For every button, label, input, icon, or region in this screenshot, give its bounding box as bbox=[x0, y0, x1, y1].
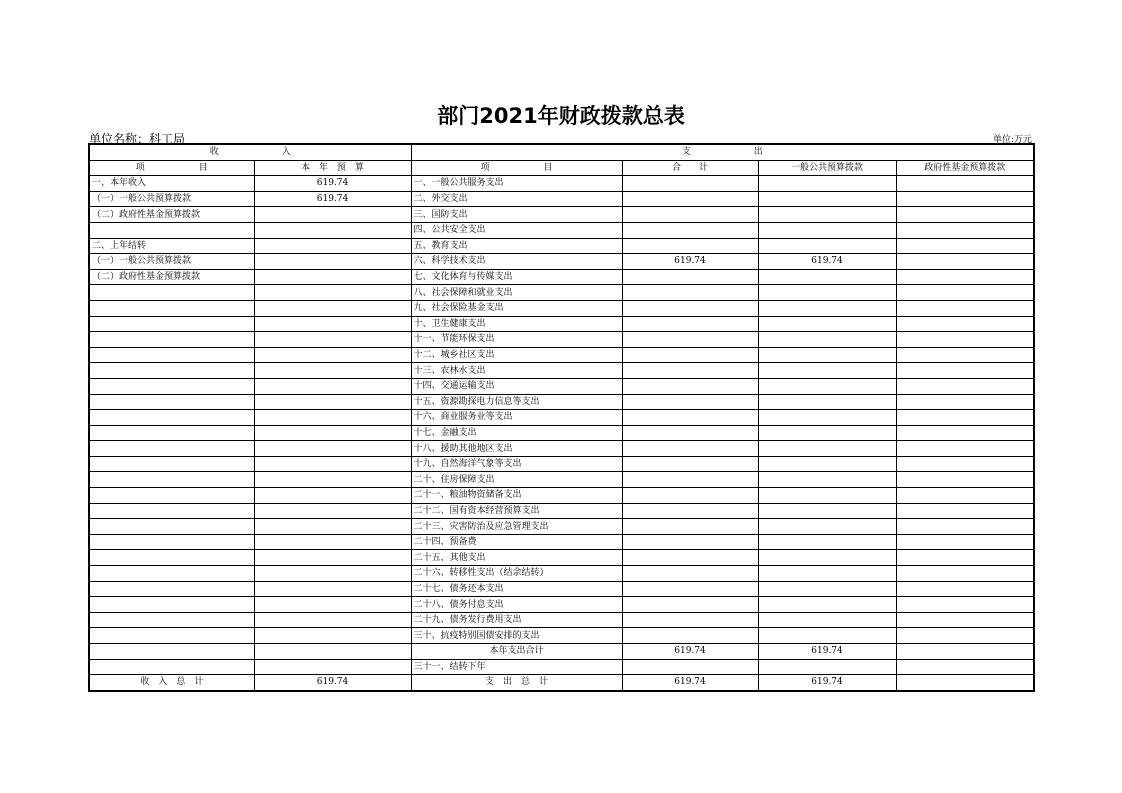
expense-fund-cell bbox=[896, 581, 1034, 597]
income-value-cell bbox=[254, 332, 411, 348]
expense-fund-cell bbox=[896, 332, 1034, 348]
expense-item-cell: 五、教育支出 bbox=[411, 238, 622, 254]
expense-general-cell bbox=[758, 300, 896, 316]
expense-general-cell bbox=[758, 659, 896, 675]
expense-general-cell bbox=[758, 628, 896, 644]
total-header: 合 计 bbox=[622, 160, 758, 176]
expense-item-cell: 四、公共安全支出 bbox=[411, 222, 622, 238]
expense-total-cell bbox=[622, 332, 758, 348]
table-row bbox=[89, 238, 1034, 254]
table-row bbox=[89, 347, 1034, 363]
income-value-cell bbox=[254, 581, 411, 597]
income-item-cell: （一）一般公共预算拨款 bbox=[89, 191, 254, 207]
income-value-cell bbox=[254, 441, 411, 457]
expense-fund-cell bbox=[896, 534, 1034, 550]
income-item-cell bbox=[89, 316, 254, 332]
table-row bbox=[89, 254, 1034, 270]
expense-general-cell bbox=[758, 597, 896, 613]
income-item-cell bbox=[89, 644, 254, 660]
table-row bbox=[89, 597, 1034, 613]
table-row bbox=[89, 207, 1034, 223]
table-row bbox=[89, 285, 1034, 301]
expense-item-cell: 十八、援助其他地区支出 bbox=[411, 441, 622, 457]
expense-total-cell bbox=[622, 612, 758, 628]
expense-item-cell: 九、社会保险基金支出 bbox=[411, 300, 622, 316]
expense-fund-cell bbox=[896, 410, 1034, 426]
expense-general-cell bbox=[758, 222, 896, 238]
expense-total-cell bbox=[622, 566, 758, 582]
table-row bbox=[89, 300, 1034, 316]
expense-item-header: 项 目 bbox=[411, 160, 622, 176]
income-item-cell bbox=[89, 519, 254, 535]
expense-total-cell bbox=[622, 207, 758, 223]
income-value-cell bbox=[254, 363, 411, 379]
expense-total-cell bbox=[622, 238, 758, 254]
income-value-cell bbox=[254, 659, 411, 675]
income-value-cell bbox=[254, 269, 411, 285]
expense-general-cell bbox=[758, 207, 896, 223]
expense-item-cell: 十三、农林水支出 bbox=[411, 363, 622, 379]
expense-item-cell: 十九、自然海洋气象等支出 bbox=[411, 456, 622, 472]
table-row bbox=[89, 425, 1034, 441]
income-item-cell bbox=[89, 347, 254, 363]
income-value-cell bbox=[254, 425, 411, 441]
income-total-value: 619.74 bbox=[254, 675, 411, 691]
table-row bbox=[89, 363, 1034, 379]
income-item-cell bbox=[89, 659, 254, 675]
income-item-header: 项 目 bbox=[89, 160, 254, 176]
expense-total-cell: 619.74 bbox=[622, 254, 758, 270]
income-value-cell bbox=[254, 628, 411, 644]
table-row bbox=[89, 378, 1034, 394]
expense-item-cell: 二十三、灾害防治及应急管理支出 bbox=[411, 519, 622, 535]
table-row bbox=[89, 519, 1034, 535]
income-value-cell bbox=[254, 207, 411, 223]
expense-total-cell bbox=[622, 534, 758, 550]
table-row bbox=[89, 191, 1034, 207]
income-value-cell bbox=[254, 566, 411, 582]
table-row bbox=[89, 176, 1034, 192]
income-value-cell bbox=[254, 300, 411, 316]
income-value-cell bbox=[254, 612, 411, 628]
income-value-cell bbox=[254, 503, 411, 519]
expense-general-cell bbox=[758, 363, 896, 379]
income-item-cell bbox=[89, 628, 254, 644]
expense-item-cell: 二十二、国有资本经营预算支出 bbox=[411, 503, 622, 519]
expense-fund-cell bbox=[896, 378, 1034, 394]
table-row bbox=[89, 628, 1034, 644]
expense-total-cell bbox=[622, 550, 758, 566]
income-value-cell bbox=[254, 472, 411, 488]
expense-item-cell: 十一、节能环保支出 bbox=[411, 332, 622, 348]
expense-fund-cell bbox=[896, 191, 1034, 207]
income-item-cell bbox=[89, 472, 254, 488]
income-value-cell bbox=[254, 254, 411, 270]
expense-total-cell bbox=[622, 581, 758, 597]
table-row bbox=[89, 612, 1034, 628]
expense-item-cell: 本年支出合计 bbox=[411, 644, 622, 660]
income-value-cell bbox=[254, 550, 411, 566]
expense-item-cell: 三十、抗疫特别国债安排的支出 bbox=[411, 628, 622, 644]
table-row bbox=[89, 534, 1034, 550]
expense-general-cell bbox=[758, 503, 896, 519]
expense-fund-cell bbox=[896, 488, 1034, 504]
expense-fund-cell bbox=[896, 628, 1034, 644]
expense-item-cell: 二十九、债务发行费用支出 bbox=[411, 612, 622, 628]
expense-item-cell: 十七、金融支出 bbox=[411, 425, 622, 441]
expense-total-cell: 619.74 bbox=[622, 644, 758, 660]
expense-general-cell bbox=[758, 378, 896, 394]
expense-fund-cell bbox=[896, 300, 1034, 316]
expense-general-cell bbox=[758, 566, 896, 582]
income-item-cell: 二、上年结转 bbox=[89, 238, 254, 254]
income-value-cell bbox=[254, 456, 411, 472]
expense-fund-cell bbox=[896, 472, 1034, 488]
income-value-cell bbox=[254, 316, 411, 332]
expense-item-cell: 二十七、债务还本支出 bbox=[411, 581, 622, 597]
expense-fund-cell bbox=[896, 254, 1034, 270]
income-item-cell bbox=[89, 300, 254, 316]
expense-item-cell: 十二、城乡社区支出 bbox=[411, 347, 622, 363]
expense-general-cell bbox=[758, 519, 896, 535]
expense-general-cell bbox=[758, 488, 896, 504]
expense-item-cell: 二十一、粮油物资储备支出 bbox=[411, 488, 622, 504]
expense-total-cell bbox=[622, 628, 758, 644]
income-item-cell bbox=[89, 394, 254, 410]
expense-fund-cell bbox=[896, 550, 1034, 566]
income-item-cell: 一、本年收入 bbox=[89, 176, 254, 192]
income-item-cell bbox=[89, 332, 254, 348]
expense-total-cell bbox=[622, 378, 758, 394]
table-row bbox=[89, 550, 1034, 566]
income-item-cell bbox=[89, 534, 254, 550]
expense-general-cell bbox=[758, 238, 896, 254]
expense-general-cell bbox=[758, 285, 896, 301]
income-item-cell bbox=[89, 550, 254, 566]
income-value-cell bbox=[254, 488, 411, 504]
table-row bbox=[89, 581, 1034, 597]
expense-total-cell bbox=[622, 191, 758, 207]
expense-total-cell bbox=[622, 410, 758, 426]
income-item-cell bbox=[89, 612, 254, 628]
income-item-cell: （二）政府性基金预算拨款 bbox=[89, 207, 254, 223]
expense-fund-cell bbox=[896, 394, 1034, 410]
income-value-cell bbox=[254, 394, 411, 410]
expense-general-cell bbox=[758, 550, 896, 566]
expense-item-cell: 十四、交通运输支出 bbox=[411, 378, 622, 394]
expense-fund-cell bbox=[896, 612, 1034, 628]
page-title: 部门2021年财政拨款总表 bbox=[437, 104, 685, 128]
expense-general-cell bbox=[758, 191, 896, 207]
expense-fund-cell bbox=[896, 285, 1034, 301]
expense-general-cell bbox=[758, 472, 896, 488]
table-row bbox=[89, 269, 1034, 285]
income-value-cell bbox=[254, 519, 411, 535]
expense-general-cell bbox=[758, 347, 896, 363]
expense-item-cell: 二十八、债务付息支出 bbox=[411, 597, 622, 613]
expense-fund-cell bbox=[896, 222, 1034, 238]
income-item-cell bbox=[89, 566, 254, 582]
income-item-cell bbox=[89, 581, 254, 597]
unit-label: 单位:万元 bbox=[992, 135, 1032, 145]
expense-item-cell: 六、科学技术支出 bbox=[411, 254, 622, 270]
expense-total-cell bbox=[622, 441, 758, 457]
expense-fund-total bbox=[896, 675, 1034, 691]
expense-item-cell: 三、国防支出 bbox=[411, 207, 622, 223]
expense-total-cell bbox=[622, 472, 758, 488]
expense-total-cell bbox=[622, 425, 758, 441]
expense-total-cell bbox=[622, 503, 758, 519]
expense-general-cell bbox=[758, 425, 896, 441]
income-item-cell bbox=[89, 363, 254, 379]
expense-total-cell bbox=[622, 269, 758, 285]
expense-total-cell bbox=[622, 285, 758, 301]
expense-general-total: 619.74 bbox=[758, 675, 896, 691]
expense-fund-cell bbox=[896, 176, 1034, 192]
table-row bbox=[89, 441, 1034, 457]
table-row bbox=[89, 456, 1034, 472]
expense-general-cell bbox=[758, 269, 896, 285]
table-row bbox=[89, 316, 1034, 332]
income-value-cell bbox=[254, 597, 411, 613]
expense-item-cell: 一、一般公共服务支出 bbox=[411, 176, 622, 192]
expense-fund-cell bbox=[896, 425, 1034, 441]
expense-item-cell: 十五、资源勘探电力信息等支出 bbox=[411, 394, 622, 410]
table-row bbox=[89, 332, 1034, 348]
fund-budget-header: 政府性基金预算拨款 bbox=[896, 160, 1034, 176]
income-item-cell bbox=[89, 597, 254, 613]
expense-fund-cell bbox=[896, 644, 1034, 660]
expense-item-cell: 八、社会保障和就业支出 bbox=[411, 285, 622, 301]
income-item-cell bbox=[89, 503, 254, 519]
income-item-cell bbox=[89, 378, 254, 394]
income-item-cell bbox=[89, 410, 254, 426]
expense-total-cell bbox=[622, 394, 758, 410]
table-row bbox=[89, 394, 1034, 410]
expense-total-cell bbox=[622, 597, 758, 613]
expense-item-cell: 三十一、结转下年 bbox=[411, 659, 622, 675]
income-total-label: 收 入 总 计 bbox=[89, 675, 254, 691]
table-row bbox=[89, 222, 1034, 238]
expense-fund-cell bbox=[896, 659, 1034, 675]
expense-general-cell: 619.74 bbox=[758, 644, 896, 660]
current-budget-header: 本 年 预 算 bbox=[254, 160, 411, 176]
expense-fund-cell bbox=[896, 347, 1034, 363]
expense-total-value: 619.74 bbox=[622, 675, 758, 691]
expense-header: 支 出 bbox=[411, 144, 1034, 160]
expense-item-cell: 二十四、预备费 bbox=[411, 534, 622, 550]
expense-fund-cell bbox=[896, 316, 1034, 332]
table-row bbox=[89, 488, 1034, 504]
expense-item-cell: 十、卫生健康支出 bbox=[411, 316, 622, 332]
income-item-cell bbox=[89, 441, 254, 457]
expense-item-cell: 二、外交支出 bbox=[411, 191, 622, 207]
unit-name: 单位名称：科工局 bbox=[89, 132, 186, 146]
income-header: 收 入 bbox=[89, 144, 411, 160]
expense-general-cell bbox=[758, 456, 896, 472]
income-value-cell bbox=[254, 347, 411, 363]
income-item-cell bbox=[89, 456, 254, 472]
expense-fund-cell bbox=[896, 269, 1034, 285]
table-row bbox=[89, 410, 1034, 426]
expense-total-cell bbox=[622, 300, 758, 316]
expense-general-cell bbox=[758, 394, 896, 410]
expense-general-cell bbox=[758, 612, 896, 628]
expense-fund-cell bbox=[896, 503, 1034, 519]
expense-fund-cell bbox=[896, 441, 1034, 457]
expense-fund-cell bbox=[896, 597, 1034, 613]
income-value-cell bbox=[254, 644, 411, 660]
income-value-cell bbox=[254, 410, 411, 426]
expense-total-cell bbox=[622, 347, 758, 363]
expense-item-cell: 二十六、转移性支出（结余结转） bbox=[411, 566, 622, 582]
expense-total-cell bbox=[622, 222, 758, 238]
income-value-cell bbox=[254, 238, 411, 254]
income-item-cell bbox=[89, 425, 254, 441]
income-item-cell bbox=[89, 222, 254, 238]
expense-total-label: 支 出 总 计 bbox=[411, 675, 622, 691]
expense-total-cell bbox=[622, 176, 758, 192]
income-value-cell bbox=[254, 378, 411, 394]
income-value-cell: 619.74 bbox=[254, 191, 411, 207]
income-value-cell bbox=[254, 222, 411, 238]
expense-fund-cell bbox=[896, 238, 1034, 254]
general-budget-header: 一般公共预算拨款 bbox=[758, 160, 896, 176]
finance-table bbox=[88, 143, 1035, 692]
income-item-cell: （二）政府性基金预算拨款 bbox=[89, 269, 254, 285]
expense-total-cell bbox=[622, 659, 758, 675]
expense-total-cell bbox=[622, 456, 758, 472]
table-row bbox=[89, 472, 1034, 488]
table-row bbox=[89, 503, 1034, 519]
expense-total-cell bbox=[622, 363, 758, 379]
income-item-cell bbox=[89, 285, 254, 301]
totals-row bbox=[89, 675, 1034, 691]
expense-total-cell bbox=[622, 519, 758, 535]
expense-item-cell: 二十五、其他支出 bbox=[411, 550, 622, 566]
expense-item-cell: 十六、商业服务业等支出 bbox=[411, 410, 622, 426]
expense-item-cell: 二十、住房保障支出 bbox=[411, 472, 622, 488]
expense-general-cell bbox=[758, 316, 896, 332]
expense-fund-cell bbox=[896, 519, 1034, 535]
income-value-cell: 619.74 bbox=[254, 176, 411, 192]
expense-fund-cell bbox=[896, 456, 1034, 472]
expense-fund-cell bbox=[896, 363, 1034, 379]
expense-general-cell bbox=[758, 534, 896, 550]
expense-general-cell bbox=[758, 332, 896, 348]
income-value-cell bbox=[254, 285, 411, 301]
table-row bbox=[89, 659, 1034, 675]
expense-general-cell bbox=[758, 441, 896, 457]
expense-general-cell bbox=[758, 581, 896, 597]
expense-total-cell bbox=[622, 316, 758, 332]
expense-fund-cell bbox=[896, 566, 1034, 582]
expense-general-cell bbox=[758, 176, 896, 192]
expense-fund-cell bbox=[896, 207, 1034, 223]
income-value-cell bbox=[254, 534, 411, 550]
expense-item-cell: 七、文化体育与传媒支出 bbox=[411, 269, 622, 285]
expense-general-cell: 619.74 bbox=[758, 254, 896, 270]
income-item-cell: （一）一般公共预算拨款 bbox=[89, 254, 254, 270]
table-row bbox=[89, 644, 1034, 660]
expense-general-cell bbox=[758, 410, 896, 426]
table-row bbox=[89, 566, 1034, 582]
income-item-cell bbox=[89, 488, 254, 504]
expense-total-cell bbox=[622, 488, 758, 504]
